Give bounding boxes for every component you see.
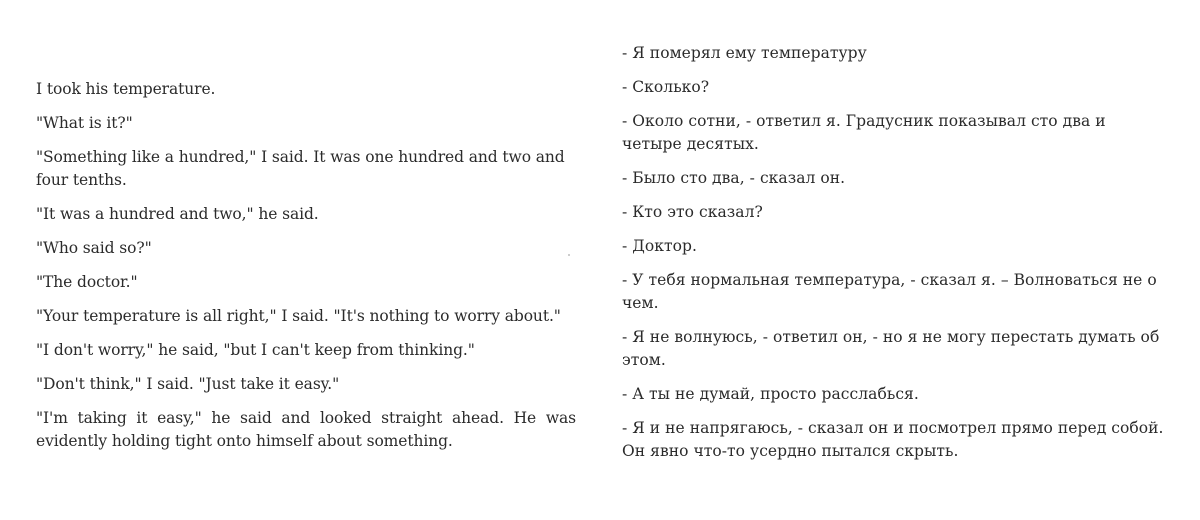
russian-paragraph: - Я померял ему температуру [622,44,867,62]
english-paragraph: "It was a hundred and two," he said. [36,205,319,223]
russian-paragraph: - Было сто два, - сказал он. [622,169,846,187]
russian-paragraph: - А ты не думай, просто расслабься. [622,385,919,403]
english-paragraph: "I'm taking it easy," he said and looked straight ahead. He was evidently holding tight onto himself about something. [36,409,576,450]
english-text-column [36,78,576,464]
english-paragraph: I took his temperature. [36,80,216,98]
english-paragraph: "I don't worry," he said, "but I can't keep from thinking." [36,341,475,359]
english-paragraph: "Something like a hundred," I said. It was one hundred and two and four tenths. [36,148,565,189]
russian-paragraph: - Сколько? [622,78,710,96]
english-paragraph: "Don't think," I said. "Just take it easy." [36,375,340,393]
english-paragraph: "Your temperature is all right," I said. "It's nothing to worry about." [36,307,561,325]
english-paragraph: "What is it?" [36,114,133,132]
speck-decoration [568,254,570,256]
russian-text-column [622,42,1167,474]
russian-paragraph: - Доктор. [622,237,697,255]
russian-paragraph: - У тебя нормальная температура, - сказал я. – Волноваться не о чем. [622,271,1157,312]
russian-paragraph: - Я и не напрягаюсь, - сказал он и посмотрел прямо перед собой. Он явно что-то усердно пытался скрыть. [622,419,1164,460]
russian-paragraph: - Кто это сказал? [622,203,763,221]
english-paragraph: "The doctor." [36,273,138,291]
russian-paragraph: - Около сотни, - ответил я. Градусник показывал сто два и четыре десятых. [622,112,1106,153]
russian-paragraph: - Я не волнуюсь, - ответил он, - но я не могу перестать думать об этом. [622,328,1160,369]
english-paragraph: "Who said so?" [36,239,152,257]
